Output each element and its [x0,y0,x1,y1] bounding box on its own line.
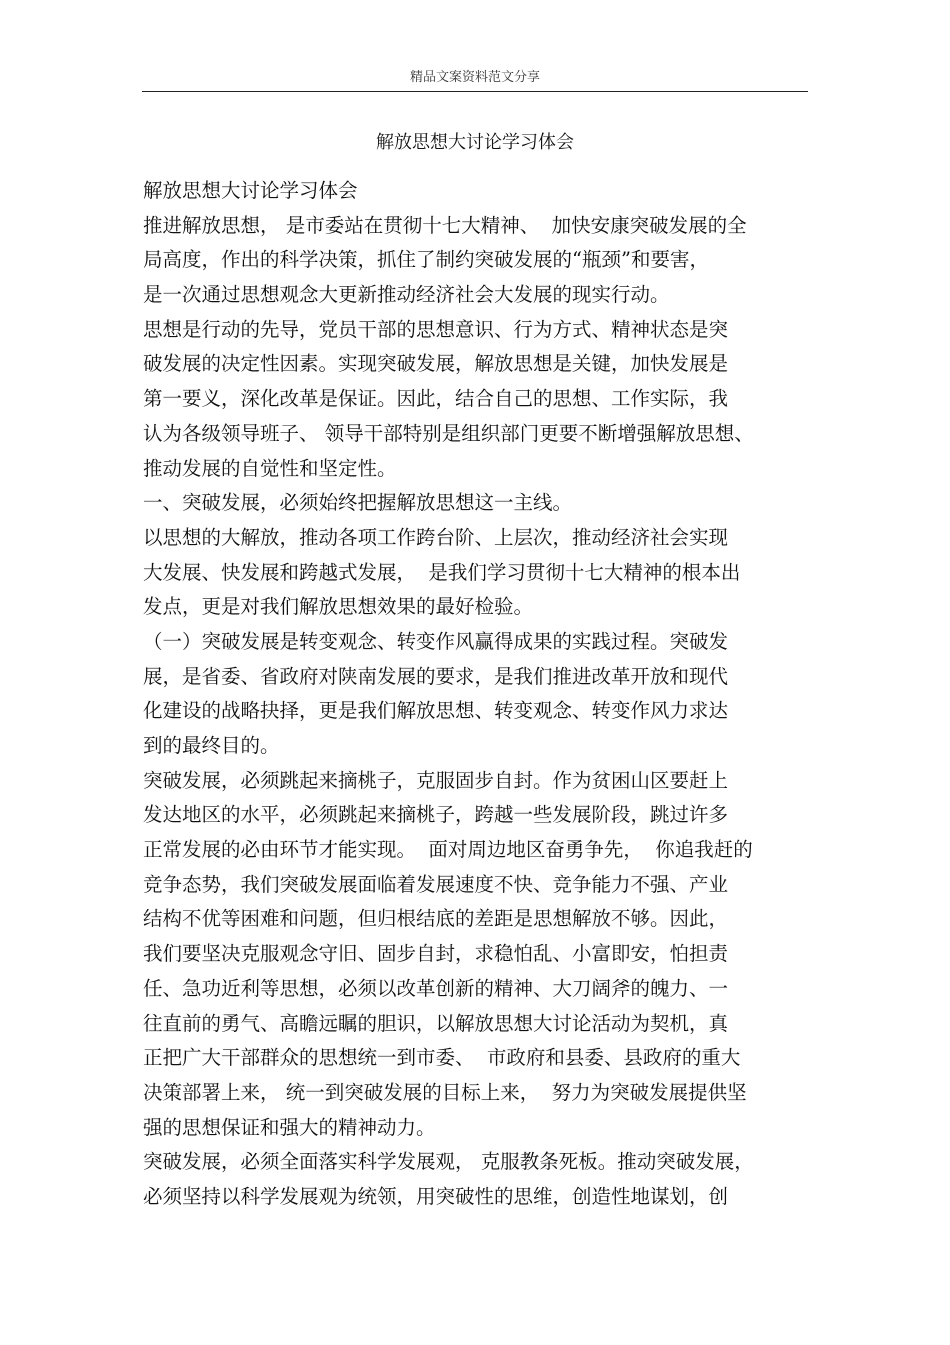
body-line: 突破发展，必须跳起来摘桃子，克服固步自封。作为贫困山区要赶上 [143,768,729,792]
body-line: 思想是行动的先导，党员干部的思想意识、行为方式、精神状态是突 [143,317,729,341]
section-heading: 一、突破发展，必须始终把握解放思想这一主线。 [143,491,573,515]
body-line: 推进解放思想， 是市委站在贯彻十七大精神、 加快安康突破发展的全 [143,213,747,237]
body-line: 解放思想大讨论学习体会 [143,179,358,202]
page-header: 精品文案资料范文分享 [409,70,540,85]
body-line: 推动发展的自觉性和坚定性。 [143,456,397,480]
body-line: 正常发展的必由环节才能实现。 面对周边地区奋勇争先， 你追我赶的 [143,838,753,862]
body-line: 强的思想保证和强大的精神动力。 [143,1115,436,1139]
body-line: 破发展的决定性因素。实现突破发展，解放思想是关键，加快发展是 [143,352,729,376]
body-line: 我们要坚决克服观念守旧、固步自封，求稳怕乱、小富即安，怕担责 [143,942,729,966]
body-line: 是一次通过思想观念大更新推动经济社会大发展的现实行动。 [143,283,670,307]
body-line: 以思想的大解放，推动各项工作跨台阶、上层次，推动经济社会实现 [143,525,729,549]
body-line: 展，是省委、省政府对陕南发展的要求，是我们推进改革开放和现代 [143,664,729,688]
body-line: 发达地区的水平，必须跳起来摘桃子，跨越一些发展阶段，跳过许多 [143,803,729,827]
body-line: 结构不优等困难和问题，但归根结底的差距是思想解放不够。因此， [143,907,729,931]
body-line: 决策部署上来， 统一到突破发展的目标上来， 努力为突破发展提供坚 [143,1080,747,1104]
body-line: 大发展、快发展和跨越式发展， 是我们学习贯彻十七大精神的根本出 [143,560,741,584]
body-line: 到的最终目的。 [143,734,280,757]
body-line: 往直前的勇气、高瞻远瞩的胆识，以解放思想大讨论活动为契机，真 [143,1011,729,1035]
body-line: 竞争态势，我们突破发展面临着发展速度不快、竞争能力不强、产业 [143,872,729,896]
body-line: 任、急功近利等思想，必须以改革创新的精神、大刀阔斧的魄力、一 [143,976,729,1000]
body-line: 突破发展，必须全面落实科学发展观， 克服教条死板。推动突破发展， [143,1150,754,1174]
body-line: 第一要义，深化改革是保证。因此，结合自己的思想、工作实际，我 [143,387,729,411]
body-line: 正把广大干部群众的思想统一到市委、 市政府和县委、县政府的重大 [143,1046,741,1070]
body-line: 化建设的战略抉择，更是我们解放思想、转变观念、转变作风力求达 [143,699,729,723]
body-line: 必须坚持以科学发展观为统领，用突破性的思维，创造性地谋划，创 [143,1184,729,1208]
document-body [143,174,808,1215]
body-line: 局高度，作出的科学决策，抓住了制约突破发展的“瓶颈”和要害， [143,248,709,272]
document-title: 解放思想大讨论学习体会 [376,132,574,153]
body-line: 认为各级领导班子、 领导干部特别是组织部门更要不断增强解放思想、 [143,421,754,445]
subsection-heading: （一）突破发展是转变观念、转变作风赢得成果的实践过程。突破发 [143,629,729,653]
header-divider [142,91,808,92]
body-line: 发点，更是对我们解放思想效果的最好检验。 [143,595,534,619]
